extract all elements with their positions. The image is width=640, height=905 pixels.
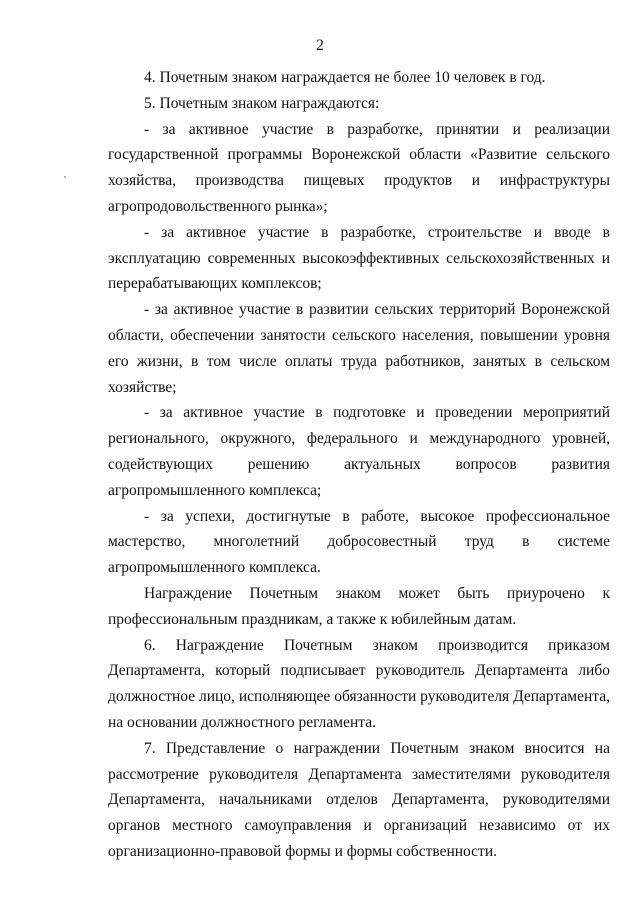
paragraph-bullet-construction: - за активное участие в разработке, строительстве и вводе в эксплуатацию современных высокоэффективных сельскохозяйственных и перерабатывающих комплексов;: [108, 223, 610, 293]
paragraph-item-7: 7. Представление о награждении Почетным знаком вносится на рассмотрение руководителя Департамента заместителями руководителя Департамента, начальниками отделов Департамента, руководителями органов местного самоуправления и организаций независимо от их организационно-правовой формы и формы собственности.: [108, 739, 610, 860]
paragraph-bullet-rural-development: - за активное участие в развитии сельских территорий Воронежской области, обеспечении занятости сельского населения, повышении уровня его жизни, в том числе оплаты труда работников, занятых в сельском хозяйстве;: [108, 301, 610, 396]
page-number: 2: [316, 37, 324, 54]
paragraph-holidays: Награждение Почетным знаком может быть приурочено к профессиональным праздникам, а также к юбилейным датам.: [108, 584, 610, 628]
scan-artifact-dot: [64, 176, 66, 178]
paragraph-bullet-state-program: - за активное участие в разработке, принятии и реализации государственной программы Воронежской области «Развитие сельского хозяйства, производства пищевых продуктов и инфраструктуры агропродовольственного рынка»;: [108, 120, 610, 215]
paragraph-item-4: 4. Почетным знаком награждается не более 10 человек в год.: [144, 69, 546, 86]
paragraph-item-6: 6. Награждение Почетным знаком производится приказом Департамента, который подписывает руководитель Департамента либо должностное лицо, исполняющее обязанности руководителя Департамента, на основании должностного регламента.: [108, 636, 610, 731]
paragraph-bullet-events: - за активное участие в подготовке и проведении мероприятий регионального, окружного, федерального и международного уровней, содействующих решению актуальных вопросов развития агропромышленного комплекса;: [108, 404, 610, 499]
document-body: [108, 65, 610, 865]
paragraph-bullet-achievements: - за успехи, достигнутые в работе, высокое профессиональное мастерство, многолетний добросовестный труд в системе агропромышленного комплекса.: [108, 507, 610, 577]
paragraph-item-5-heading: 5. Почетным знаком награждаются:: [144, 94, 380, 112]
